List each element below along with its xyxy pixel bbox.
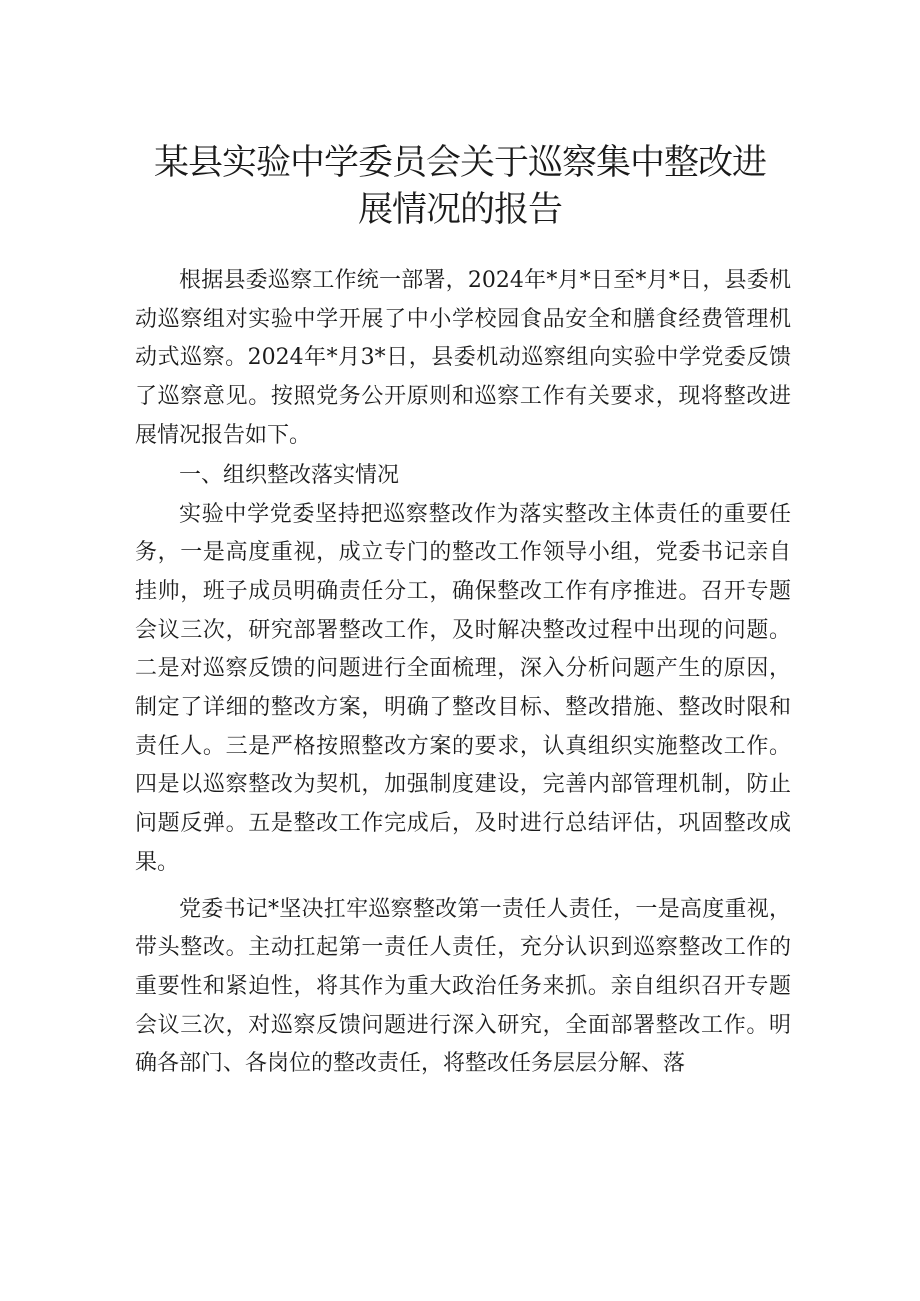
section-1-paragraph-1: 实验中学党委坚持把巡察整改作为落实整改主体责任的重要任务，一是高度重视，成立专门的整改工作领导小组，党委书记亲自挂帅，班子成员明确责任分工，确保整改工作有序推进。召开专题会议三次，研究部署整改工作，及时解决整改过程中出现的问题。二是对巡察反馈的问题进行全面梳理，深入分析问题产生的原因，制定了详细的整改方案，明确了整改目标、整改措施、整改时限和责任人。三是严格按照整改方案的要求，认真组织实施整改工作。四是以巡察整改为契机，加强制度建设，完善内部管理机制，防止问题反弹。五是整改工作完成后，及时进行总结评估，巩固整改成果。 [135,501,791,875]
intro-paragraph: 根据县委巡察工作统一部署，2024年*月*日至*月*日，县委机动巡察组对实验中学开展了中小学校园食品安全和膳食经费管理机动式巡察。2024年*月3*日，县委机动巡察组向实验中学党委反馈了巡察意见。按照党务公开原则和巡察工作有关要求，现将整改进展情况报告如下。 [135,268,791,448]
section-1-paragraph-2: 党委书记*坚决扛牢巡察整改第一责任人责任，一是高度重视，带头整改。主动扛起第一责任人责任，充分认识到巡察整改工作的重要性和紧迫性，将其作为重大政治任务来抓。亲自组织召开专题会议三次，对巡察反馈问题进行深入研究，全面部署整改工作。明确各部门、各岗位的整改责任，将整改任务层层分解、落 [135,896,791,1077]
document-title: 某县实验中学委员会关于巡察集中整改进展情况的报告 [153,143,766,230]
section-heading-1: 一、组织整改落实情况 [179,462,400,488]
document-body [135,262,791,1084]
